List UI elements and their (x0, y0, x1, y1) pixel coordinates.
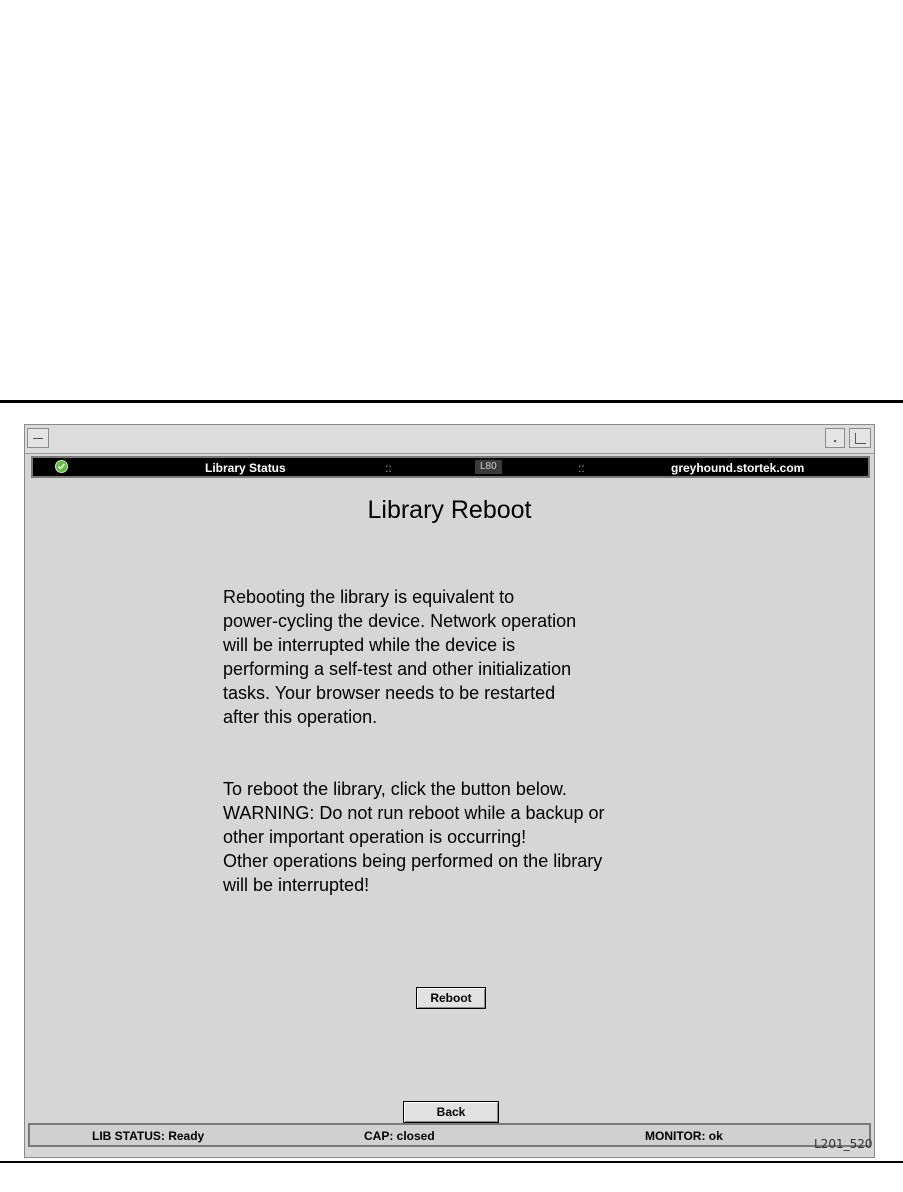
status-footer (28, 1123, 871, 1147)
reboot-button[interactable]: Reboot (416, 987, 486, 1009)
figure-id-label: L201_520 (814, 1137, 873, 1151)
window-menu-button[interactable] (27, 428, 49, 448)
status-separator: :: (385, 461, 392, 475)
window-titlebar[interactable] (25, 425, 874, 454)
back-button[interactable]: Back (403, 1101, 499, 1123)
page-title: Library Reboot (367, 496, 532, 524)
check-circle-icon (55, 460, 68, 473)
lib-status-text: LIB STATUS: Ready (92, 1129, 205, 1143)
monitor-status-text: MONITOR: ok (645, 1129, 723, 1143)
bottom-divider-rule (0, 1161, 903, 1163)
library-status-bar (31, 456, 870, 478)
library-model-badge: L80 (475, 460, 502, 474)
browser-window (24, 424, 875, 1158)
window-maximize-button[interactable] (849, 428, 871, 448)
host-name: greyhound.stortek.com (671, 461, 805, 475)
window-minimize-button[interactable] (825, 428, 845, 448)
status-separator: :: (578, 461, 585, 475)
top-divider-rule (0, 400, 903, 403)
cap-status-text: CAP: closed (364, 1129, 435, 1143)
reboot-warning: To reboot the library, click the button below. WARNING: Do not run reboot while a backup or other important operation is occurring! Other operations being performed on the library will be interrupted! (223, 779, 605, 895)
status-section-label: Library Status (205, 461, 286, 475)
reboot-description: Rebooting the library is equivalent to power-cycling the device. Network operation will be interrupted while the device is performing a self-test and other initialization tasks. Your browser needs to be restarted after this operation. (223, 587, 577, 727)
